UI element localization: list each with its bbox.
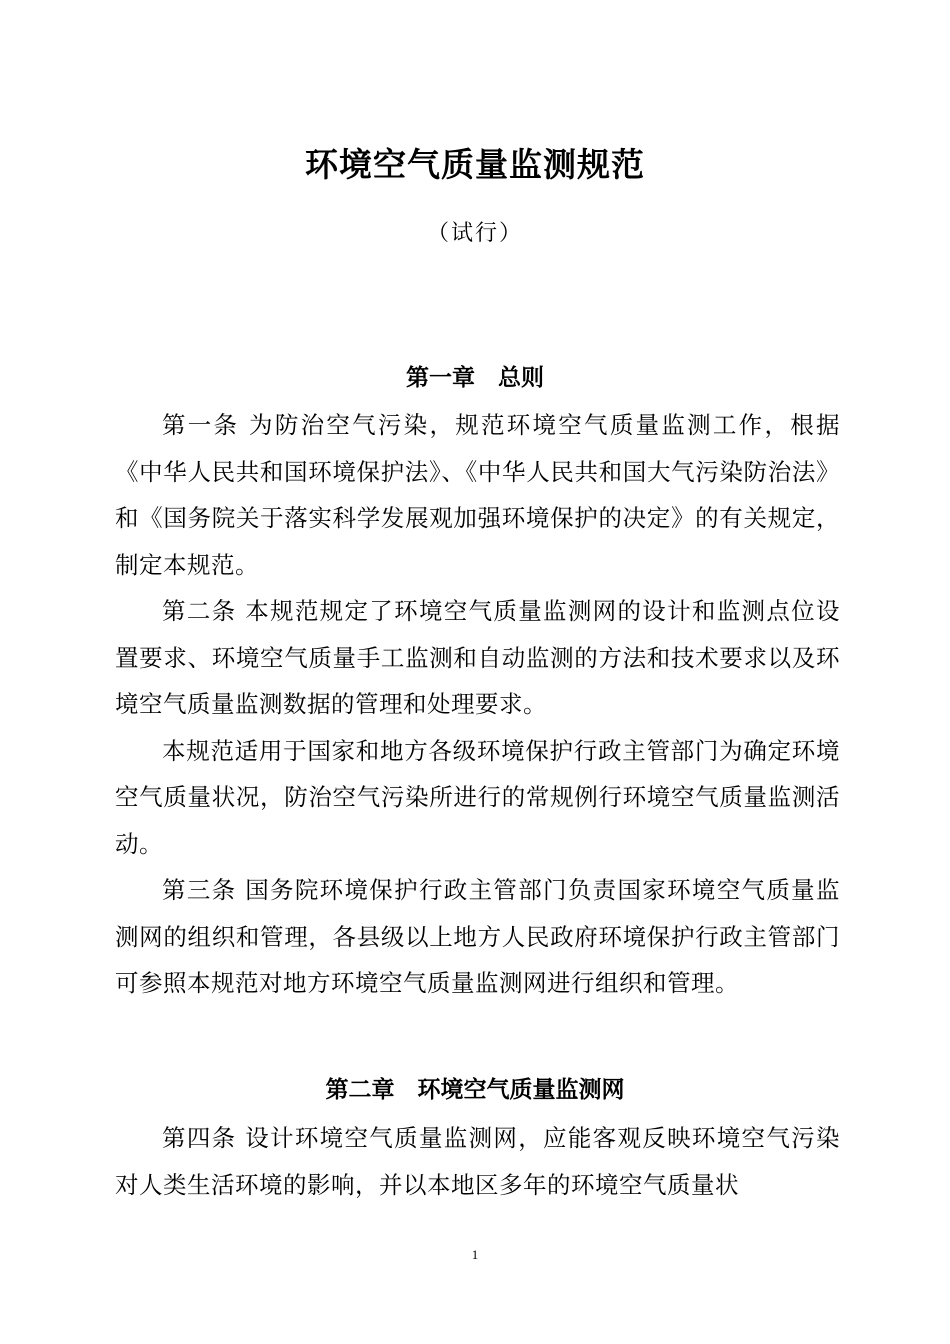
paragraph-article-4: 第四条 设计环境空气质量监测网，应能客观反映环境空气污染对人类生活环境的影响，并以本地区多年的环境空气质量状 (115, 1124, 840, 1199)
paragraph-article-2: 第二条 本规范规定了环境空气质量监测网的设计和监测点位设置要求、环境空气质量手工监测和自动监测的方法和技术要求以及环境空气质量监测数据的管理和处理要求。 (115, 597, 840, 718)
document-subtitle: （试行） (426, 221, 523, 246)
paragraph-article-3: 第三条 国务院环境保护行政主管部门负责国家环境空气质量监测网的组织和管理，各县级以上地方人民政府环境保护行政主管部门可参照本规范对地方环境空气质量监测网进行组织和管理。 (115, 876, 840, 997)
paragraph-scope: 本规范适用于国家和地方各级环境保护行政主管部门为确定环境空气质量状况，防治空气污染所进行的常规例行环境空气质量监测活动。 (115, 736, 840, 858)
chapter-heading: 第一章 总则 (406, 365, 544, 391)
document-title: 环境空气质量监测规范 (305, 145, 645, 184)
paragraph-article-1: 第一条 为防治空气污染，规范环境空气质量监测工作，根据《中华人民共和国环境保护法》、《中华人民共和国大气污染防治法》和《国务院关于落实科学发展观加强环境保护的决定》的有关规定，制定本规范。 (115, 411, 840, 579)
chapter-body (115, 1115, 840, 1208)
page-number: 1 (471, 1247, 479, 1262)
chapter-heading: 第二章 环境空气质量监测网 (325, 1077, 625, 1103)
chapter-body (115, 402, 840, 1007)
